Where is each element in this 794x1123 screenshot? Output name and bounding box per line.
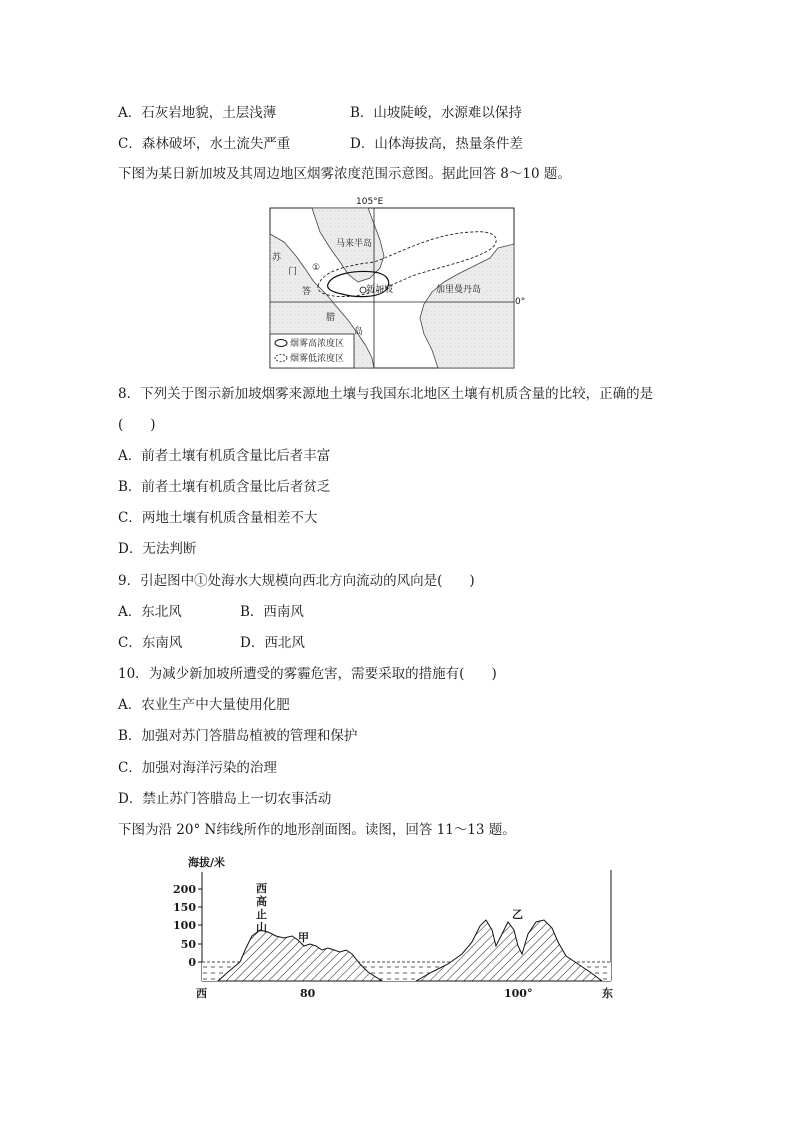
haze-map xyxy=(262,194,526,370)
q7-option-a: A．石灰岩地貌，土层浅薄 xyxy=(118,105,277,121)
kalimantan-label: 加里曼丹岛 xyxy=(436,285,482,295)
q9-option-b: B．西南风 xyxy=(240,604,304,620)
q8-stem: 8．下列关于图示新加坡烟雾来源地土壤与我国东北地区土壤有机质含量的比较，正确的是 xyxy=(118,386,654,402)
mountain-char-3: 止 xyxy=(256,908,267,921)
marker-1-label: ① xyxy=(312,263,321,273)
intro-11-13: 下图为沿 20° N纬线所作的地形剖面图。读图，回答 11～13 题。 xyxy=(118,822,516,838)
q10-option-d: D．禁止苏门答腊岛上一切农事活动 xyxy=(118,791,332,807)
y-tick-label: 200 xyxy=(173,883,196,896)
q7-option-b: B．山坡陡峻，水源难以保持 xyxy=(350,105,522,121)
mountain-char-2: 高 xyxy=(256,895,267,908)
terrain-profile xyxy=(170,850,630,1005)
q8-option-b: B．前者土壤有机质含量比后者贫乏 xyxy=(118,479,331,495)
intro-8-10: 下图为某日新加坡及其周边地区烟雾浓度范围示意图。据此回答 8～10 题。 xyxy=(118,166,571,182)
q9-stem: 9．引起图中①处海水大规模向西北方向流动的风向是( ) xyxy=(118,573,475,589)
legend-low-label: 烟雾低浓度区 xyxy=(290,354,345,364)
jia-label: 甲 xyxy=(298,931,309,944)
q8-option-a: A．前者土壤有机质含量比后者丰富 xyxy=(118,448,331,464)
q9-option-c: C．东南风 xyxy=(118,635,183,651)
q8-option-d: D．无法判断 xyxy=(118,541,197,557)
q9-option-d: D．西北风 xyxy=(240,635,305,651)
east-label: 东 xyxy=(602,987,613,1000)
y-tick-label: 50 xyxy=(180,938,196,951)
equator-label: 0° xyxy=(515,297,526,307)
yi-label: 乙 xyxy=(512,908,523,921)
sumatra-da-label: 答 xyxy=(302,287,312,297)
sumatra-dao-label: 岛 xyxy=(354,327,364,337)
q8-option-c: C．两地土壤有机质含量相差不大 xyxy=(118,510,318,526)
y-tick-label: 100 xyxy=(173,919,196,932)
longitude-label: 105°E xyxy=(356,197,384,207)
legend-high-label: 烟雾高浓度区 xyxy=(290,339,345,349)
y-tick-label: 150 xyxy=(173,901,196,914)
q10-option-c: C．加强对海洋污染的治理 xyxy=(118,760,277,776)
east-terrain xyxy=(416,920,602,981)
mountain-char-1: 西 xyxy=(256,882,267,895)
q7-option-c: C．森林破坏，水土流失严重 xyxy=(118,136,291,152)
profile-ylabel: 海拔/米 xyxy=(188,856,226,869)
x-label-100: 100° xyxy=(504,987,533,1000)
mountain-char-4: 山 xyxy=(256,921,267,934)
y-tick-label: 0 xyxy=(188,956,196,969)
sumatra-men-label: 门 xyxy=(288,267,298,277)
x-label-80: 80 xyxy=(300,987,316,1000)
singapore-label: 新加坡 xyxy=(366,285,394,295)
q8-paren: ( ) xyxy=(118,417,156,433)
q10-stem: 10．为减少新加坡所遭受的雾霾危害，需要采取的措施有( ) xyxy=(118,666,497,682)
west-label: 西 xyxy=(196,987,207,1000)
q10-option-a: A．农业生产中大量使用化肥 xyxy=(118,697,290,713)
sumatra-la-label: 腊 xyxy=(326,313,336,323)
sumatra-su-label: 苏 xyxy=(272,253,282,263)
q7-option-d: D．山体海拔高，热量条件差 xyxy=(350,136,523,152)
q10-option-b: B．加强对苏门答腊岛植被的管理和保护 xyxy=(118,728,358,744)
q9-option-a: A．东北风 xyxy=(118,604,182,620)
malay-peninsula-label: 马来半岛 xyxy=(336,239,373,249)
